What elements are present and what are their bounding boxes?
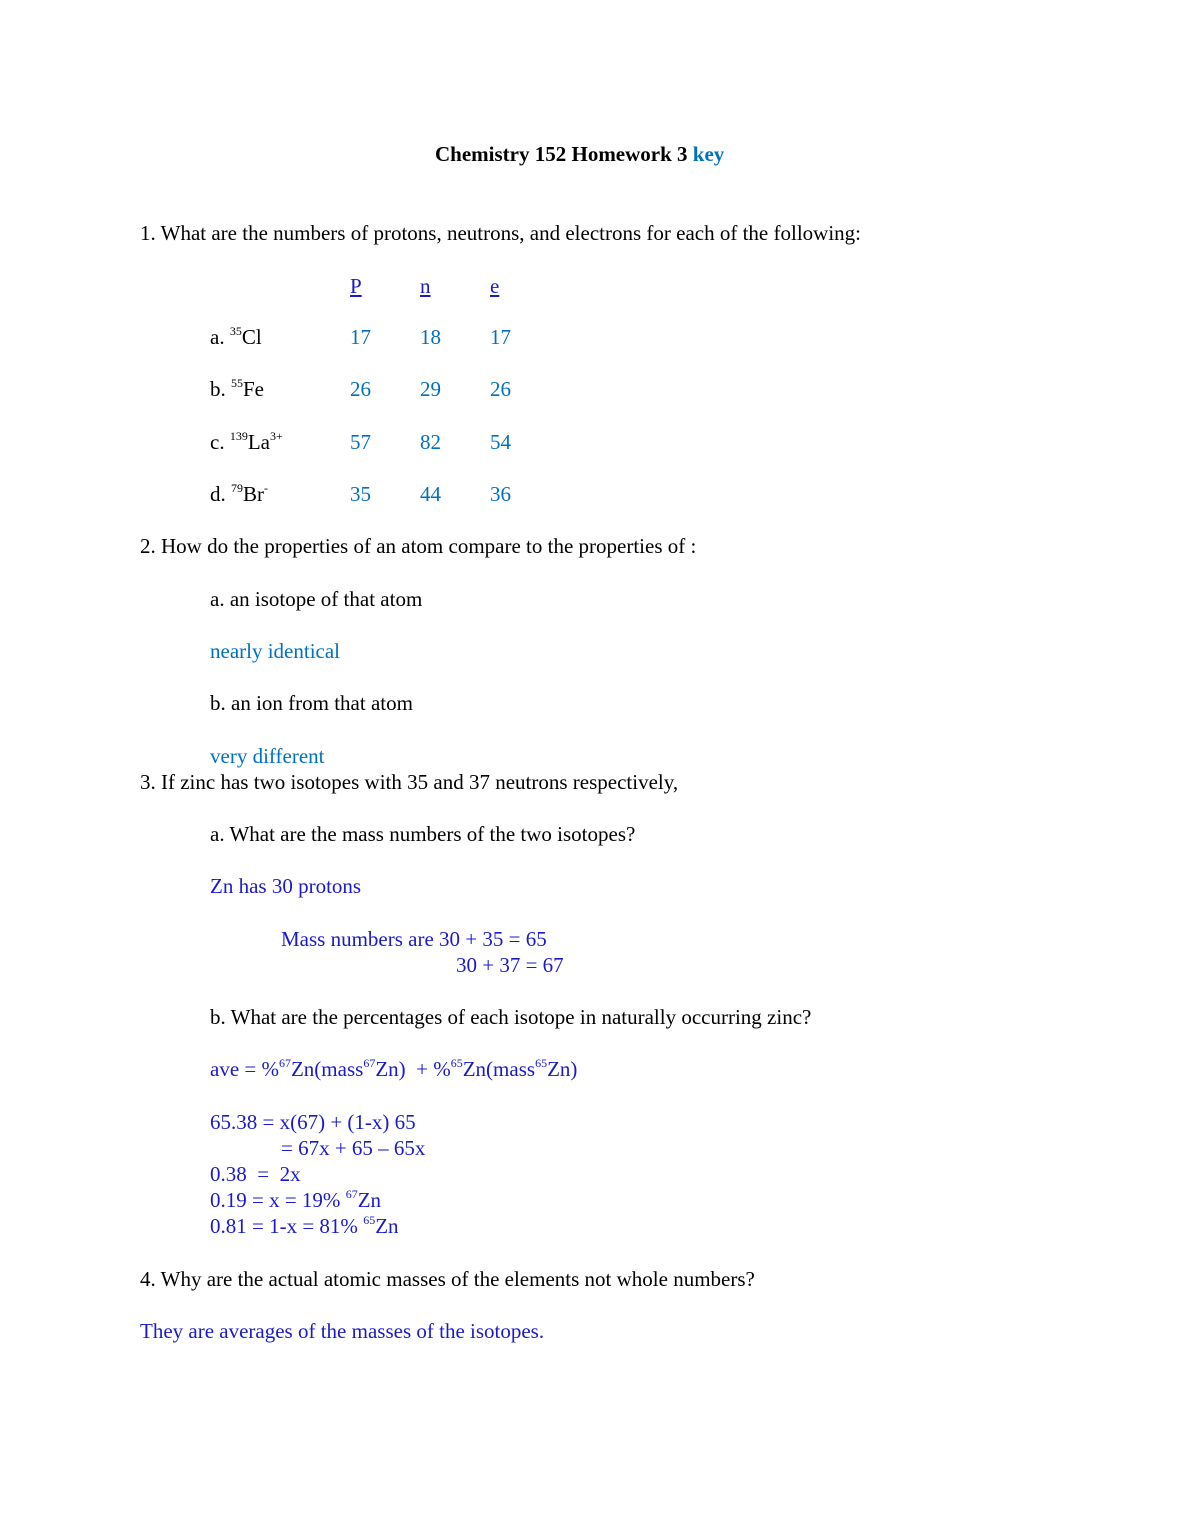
calc-line-2: = 67x + 65 – 65x — [281, 1136, 426, 1160]
formula-part: Zn) — [547, 1057, 578, 1081]
calc-text: 0.19 = x = 19% — [210, 1188, 346, 1212]
q2-a-answer: nearly identical — [210, 639, 341, 663]
protons-value: 57 — [350, 430, 371, 454]
calc-text: 0.81 = 1-x = 81% — [210, 1214, 364, 1238]
average-mass-formula — [210, 1056, 578, 1081]
electrons-value: 17 — [490, 325, 511, 349]
electrons-value: 26 — [490, 377, 511, 401]
formula-part: Zn(mass — [462, 1057, 536, 1081]
row-prefix: a. — [210, 325, 230, 349]
title-text: Chemistry 152 Homework 3 — [435, 142, 688, 166]
element-symbol: Cl — [241, 325, 262, 349]
ion-charge: - — [264, 481, 268, 495]
title-key: key — [692, 142, 725, 166]
protons-value: 17 — [350, 325, 371, 349]
row-prefix: d. — [210, 482, 231, 506]
header-neutrons: n — [420, 274, 431, 298]
header-protons: P — [350, 274, 362, 298]
element-symbol: Fe — [243, 377, 264, 401]
q2-prompt: 2. How do the properties of an atom compare to the properties of : — [140, 534, 697, 558]
neutrons-value: 44 — [420, 482, 441, 506]
protons-value: 35 — [350, 482, 371, 506]
q2-a-question: a. an isotope of that atom — [210, 587, 423, 611]
electrons-value: 36 — [490, 482, 511, 506]
q3-prompt: 3. If zinc has two isotopes with 35 and 37 neutrons respectively, — [140, 770, 679, 794]
q4-answer: They are averages of the masses of the isotopes. — [140, 1319, 545, 1343]
element-symbol: Br — [243, 482, 264, 506]
q3-a-answer-line1: Zn has 30 protons — [210, 874, 362, 898]
mass-number: 55 — [231, 376, 243, 390]
formula-part: Zn) + % — [375, 1057, 451, 1081]
ion-charge: 3+ — [269, 429, 283, 443]
q1-prompt: 1. What are the numbers of protons, neutrons, and electrons for each of the following: — [140, 221, 861, 245]
formula-sup: 65 — [450, 1056, 463, 1070]
formula-sup: 67 — [363, 1056, 376, 1070]
protons-value: 26 — [350, 377, 371, 401]
isotope-label — [210, 376, 264, 401]
mass-number: 35 — [229, 324, 242, 338]
neutrons-value: 82 — [420, 430, 441, 454]
q2-b-answer: very different — [210, 744, 325, 768]
calc-element: Zn — [357, 1188, 382, 1212]
isotope-label — [210, 324, 262, 349]
neutrons-value: 18 — [420, 325, 441, 349]
element-symbol: La — [247, 430, 270, 454]
q3-a-answer-line3: 30 + 37 = 67 — [456, 953, 564, 977]
formula-part: ave = % — [210, 1057, 279, 1081]
isotope-label — [210, 481, 268, 506]
calc-sup: 65 — [363, 1213, 376, 1227]
calc-line-1: 65.38 = x(67) + (1-x) 65 — [210, 1110, 416, 1134]
q3-b-question: b. What are the percentages of each isotope in naturally occurring zinc? — [210, 1005, 812, 1029]
header-electrons: e — [490, 274, 500, 298]
q4-prompt: 4. Why are the actual atomic masses of the elements not whole numbers? — [140, 1267, 755, 1291]
neutrons-value: 29 — [420, 377, 441, 401]
row-prefix: b. — [210, 377, 231, 401]
page-title — [435, 144, 724, 165]
calc-line-5 — [210, 1213, 399, 1238]
q3-a-question: a. What are the mass numbers of the two isotopes? — [210, 822, 636, 846]
calc-sup: 67 — [345, 1187, 358, 1201]
mass-number: 79 — [231, 481, 243, 495]
mass-number: 139 — [229, 429, 248, 443]
calc-line-3: 0.38 = 2x — [210, 1162, 301, 1186]
electrons-value: 54 — [490, 430, 511, 454]
calc-element: Zn — [375, 1214, 399, 1238]
isotope-label — [210, 429, 283, 454]
formula-part: Zn(mass — [290, 1057, 364, 1081]
row-prefix: c. — [210, 430, 230, 454]
formula-sup: 67 — [278, 1056, 291, 1070]
q3-a-answer-line2: Mass numbers are 30 + 35 = 65 — [281, 927, 547, 951]
q2-b-question: b. an ion from that atom — [210, 691, 413, 715]
calc-line-4 — [210, 1187, 382, 1212]
formula-sup: 65 — [535, 1056, 548, 1070]
